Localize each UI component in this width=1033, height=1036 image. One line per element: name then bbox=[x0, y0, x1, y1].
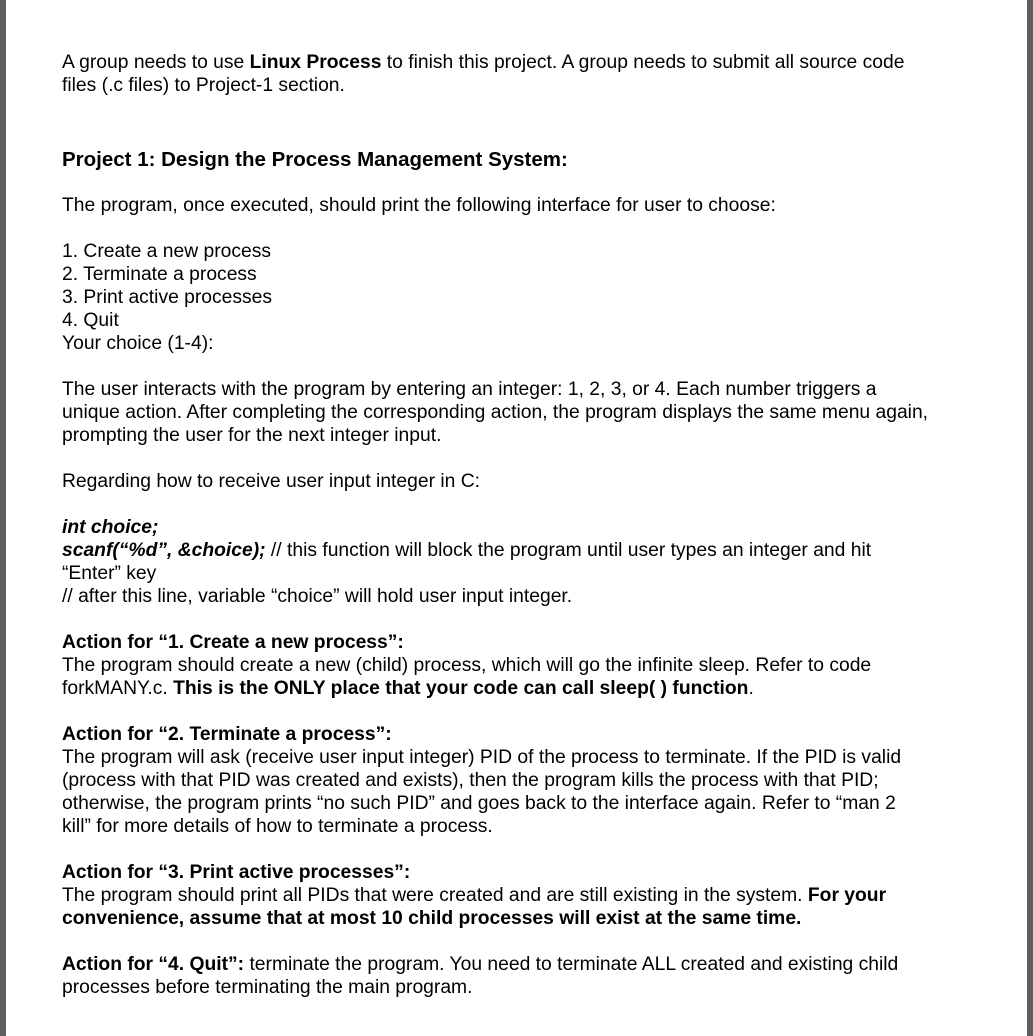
menu-item: 2. Terminate a process bbox=[62, 264, 257, 285]
code-scanf: scanf(“%d”, &choice); bbox=[62, 540, 266, 561]
code-scanf-line: scanf(“%d”, &choice); // this function will block the program until user types an integer and hit bbox=[62, 540, 872, 561]
menu-prompt: Your choice (1-4): bbox=[62, 333, 214, 354]
action-2-heading: Action for “2. Terminate a process”: bbox=[62, 724, 392, 745]
action-1-text: The program should create a new (child) process, which will go the infinite sleep. Refer to code bbox=[62, 655, 872, 676]
intro-line-1: A group needs to use Linux Process to finish this project. A group needs to submit all source code bbox=[62, 52, 905, 73]
action-2-text: The program will ask (receive user input integer) PID of the process to terminate. If the PID is valid bbox=[62, 747, 902, 768]
interaction-text: unique action. After completing the corresponding action, the program displays the same menu again, bbox=[62, 402, 929, 423]
menu-item: 1. Create a new process bbox=[62, 241, 271, 262]
interface-description: The program, once executed, should print the following interface for user to choose: bbox=[62, 195, 776, 216]
action-1-heading: Action for “1. Create a new process”: bbox=[62, 632, 404, 653]
code-declaration: int choice; bbox=[62, 517, 159, 538]
regarding-input-text: Regarding how to receive user input integer in C: bbox=[62, 471, 480, 492]
code-comment: // after this line, variable “choice” will hold user input integer. bbox=[62, 586, 573, 607]
action-3-text: convenience, assume that at most 10 child processes will exist at the same time. bbox=[62, 908, 802, 929]
action-3-heading: Action for “3. Print active processes”: bbox=[62, 862, 411, 883]
action-4-heading: Action for “4. Quit”: bbox=[62, 954, 245, 975]
action-2-text: (process with that PID was created and exists), then the program kills the process with that PID; bbox=[62, 770, 879, 791]
action-4-text: processes before terminating the main program. bbox=[62, 977, 473, 998]
document-content bbox=[62, 51, 982, 999]
menu-item: 4. Quit bbox=[62, 310, 119, 331]
action-1-text: forkMANY.c. This is the ONLY place that your code can call sleep( ) function. bbox=[62, 678, 754, 699]
document-page bbox=[6, 0, 1027, 1036]
action-2-text: kill” for more details of how to terminate a process. bbox=[62, 816, 493, 837]
linux-process-term: Linux Process bbox=[249, 52, 382, 73]
project-title: Project 1: Design the Process Management System: bbox=[62, 148, 568, 171]
interaction-text: The user interacts with the program by entering an integer: 1, 2, 3, or 4. Each number triggers a bbox=[62, 379, 877, 400]
action-2-text: otherwise, the program prints “no such PID” and goes back to the interface again. Refer to “man 2 bbox=[62, 793, 896, 814]
cut-off-heading-fragment bbox=[6, 0, 1027, 2]
intro-line-2: files (.c files) to Project-1 section. bbox=[62, 75, 345, 96]
interaction-text: prompting the user for the next integer input. bbox=[62, 425, 442, 446]
sleep-rule: This is the ONLY place that your code can call sleep( ) function bbox=[173, 678, 749, 699]
action-3-text: The program should print all PIDs that were created and are still existing in the system. For your bbox=[62, 885, 887, 906]
action-4-text: Action for “4. Quit”: terminate the program. You need to terminate ALL created and existing child bbox=[62, 954, 899, 975]
code-comment: “Enter” key bbox=[62, 563, 157, 584]
menu-item: 3. Print active processes bbox=[62, 287, 273, 308]
